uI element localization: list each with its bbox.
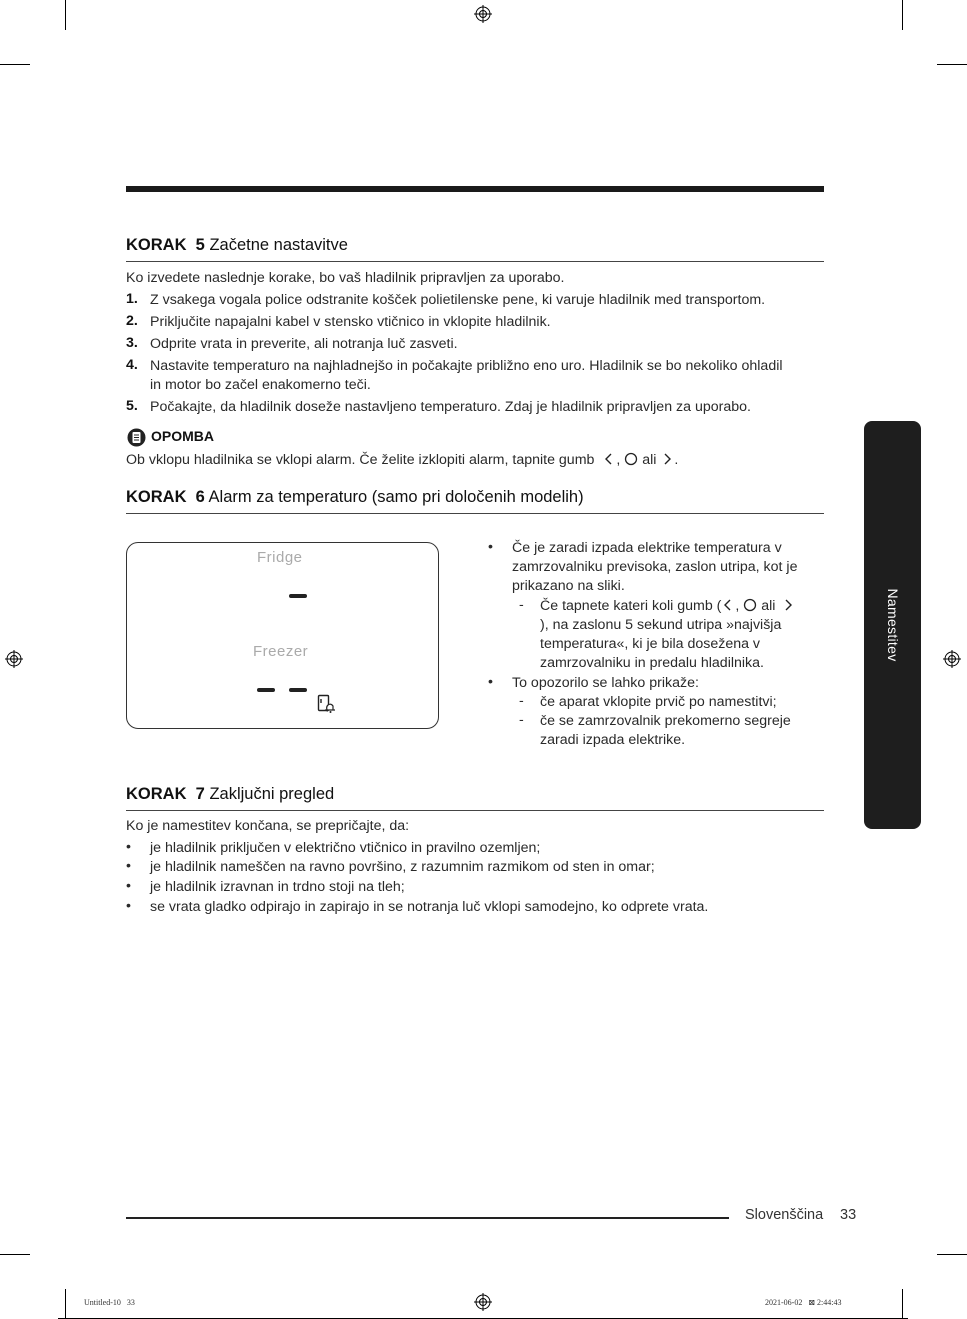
note-icon <box>127 428 146 447</box>
step6-sub1-comma: , <box>735 598 740 614</box>
crop-mark <box>0 64 30 65</box>
step6-bullet1-line: prikazano na sliki. <box>512 578 625 594</box>
fridge-temperature-dash <box>289 594 307 598</box>
step5-item-number: 2. <box>126 313 138 329</box>
step6-sub1-ali: ali <box>761 598 776 614</box>
step7-intro: Ko je namestitev končana, se prepričajte, da: <box>126 818 410 834</box>
side-tab-label: Namestitev <box>884 588 901 662</box>
step5-item-text: Z vsakega vogala police odstranite košček polietilenske pene, ki varuje hladilnik med transportom. <box>150 292 766 308</box>
top-rule <box>126 186 824 192</box>
bullet-marker: • <box>126 858 131 874</box>
freezer-label: Freezer <box>253 643 309 660</box>
dash-marker: - <box>519 712 524 728</box>
note-end: . <box>674 452 679 468</box>
bullet-marker: • <box>488 674 493 690</box>
step6-bullet1-line: Če je zaradi izpada elektrike temperatura v <box>512 540 782 556</box>
dash-marker: - <box>519 597 524 613</box>
step6-sub1-line: temperatura«, ki je bila dosežena v <box>540 636 761 652</box>
step7-bullet: je hladilnik nameščen na ravno površino, z razumnim razmikom od sten in omar; <box>150 859 655 875</box>
crop-mark <box>65 0 66 30</box>
step7-bullet: je hladilnik izravnan in trdno stoji na tleh; <box>150 879 405 895</box>
chevron-right-icon <box>781 598 795 612</box>
step7-heading-prefix: KORAK 7 <box>126 785 205 803</box>
bullet-marker: • <box>126 839 131 855</box>
footer-rule <box>126 1217 729 1219</box>
step5-heading <box>126 236 824 262</box>
control-panel-display <box>126 542 439 729</box>
crop-mark <box>65 1289 66 1319</box>
step5-item-number: 3. <box>126 335 138 351</box>
step5-item-text: Odprite vrata in preverite, ali notranja luč zasveti. <box>150 336 458 352</box>
note-text-main: Ob vklopu hladilnika se vklopi alarm. Če želite izklopiti alarm, tapnite gumb <box>126 452 595 468</box>
note-ali: ali <box>642 452 657 468</box>
note-comma: , <box>616 452 621 468</box>
step5-item-text: Počakajte, da hladilnik doseže nastavljeno temperaturo. Zdaj je hladilnik pripravljen za uporabo. <box>150 399 751 415</box>
bullet-marker: • <box>488 539 493 555</box>
print-info-left: Untitled-10 33 <box>84 1298 135 1307</box>
page-number: 33 <box>840 1207 857 1223</box>
note-text <box>126 451 678 471</box>
step5-item-number: 4. <box>126 357 138 373</box>
step5-heading-prefix: KORAK 5 <box>126 236 205 254</box>
crop-mark <box>902 1289 903 1319</box>
step5-intro: Ko izvedete naslednje korake, bo vaš hladilnik pripravljen za uporabo. <box>126 270 565 286</box>
step6-sub1-text: Če tapnete kateri koli gumb ( <box>540 598 722 614</box>
side-tab <box>864 421 921 829</box>
step5-item-number: 1. <box>126 291 138 307</box>
step6-sub2a: če aparat vklopite prvič po namestitvi; <box>540 694 777 710</box>
registration-mark-icon <box>474 5 492 23</box>
crop-mark <box>937 1254 967 1255</box>
bullet-marker: • <box>126 878 131 894</box>
step6-heading <box>126 488 824 514</box>
step6-bullet2: To opozorilo se lahko prikaže: <box>512 675 699 691</box>
dash-marker: - <box>519 693 524 709</box>
step6-sub2b-line: če se zamrzovalnik prekomerno segreje <box>540 713 791 729</box>
step7-bullet: je hladilnik priključen v električno vtičnico in pravilno ozemljen; <box>150 840 541 856</box>
step5-item-text: Priključite napajalni kabel v stensko vtičnico in vklopite hladilnik. <box>150 314 551 330</box>
registration-mark-icon <box>943 650 961 668</box>
circle-button-icon <box>743 598 757 612</box>
step6-heading-prefix: KORAK 6 <box>126 488 205 506</box>
bullet-marker: • <box>126 898 131 914</box>
step5-heading-title: Začetne nastavitve <box>209 236 348 254</box>
step6-sub1-line <box>540 597 795 617</box>
step6-heading-title: Alarm za temperaturo (samo pri določenih modelih) <box>208 488 584 506</box>
step5-item-number: 5. <box>126 398 138 414</box>
step7-heading <box>126 785 824 811</box>
freezer-temperature-dash <box>257 688 275 692</box>
step5-item-text: Nastavite temperaturo na najhladnejšo in počakajte približno eno uro. Hladilnik se bo nekoliko ohladil <box>150 358 783 374</box>
chevron-right-icon <box>660 452 674 466</box>
step6-sub2b-line: zaradi izpada elektrike. <box>540 732 686 748</box>
print-info-right: 2021-06-02 ⊠ 2:44:43 <box>765 1298 842 1307</box>
chevron-left-icon <box>602 452 616 466</box>
step6-bullet1-line: zamrzovalniku previsoka, zaslon utripa, kot je <box>512 559 798 575</box>
step6-sub1-line: ), na zaslonu 5 sekund utripa »najvišja <box>540 617 782 633</box>
crop-mark <box>902 0 903 30</box>
step5-item-text-continued: in motor bo začel enakomerno teči. <box>150 377 371 393</box>
crop-mark <box>937 64 967 65</box>
step6-sub1-line: zamrzovalniku in predalu hladilnika. <box>540 655 764 671</box>
alarm-icon <box>317 694 337 714</box>
fridge-label: Fridge <box>257 549 303 566</box>
step7-bullet: se vrata gladko odpirajo in zapirajo in se notranja luč vklopi samodejno, ko odprete vrata. <box>150 899 709 915</box>
footer-language: Slovenščina <box>745 1207 824 1223</box>
note-label: OPOMBA <box>151 428 214 444</box>
chevron-left-icon <box>721 598 735 612</box>
step7-heading-title: Zaključni pregled <box>209 785 335 803</box>
freezer-temperature-dash <box>289 688 307 692</box>
registration-mark-icon <box>474 1293 492 1311</box>
registration-mark-icon <box>5 650 23 668</box>
circle-button-icon <box>624 452 638 466</box>
crop-mark <box>0 1254 30 1255</box>
